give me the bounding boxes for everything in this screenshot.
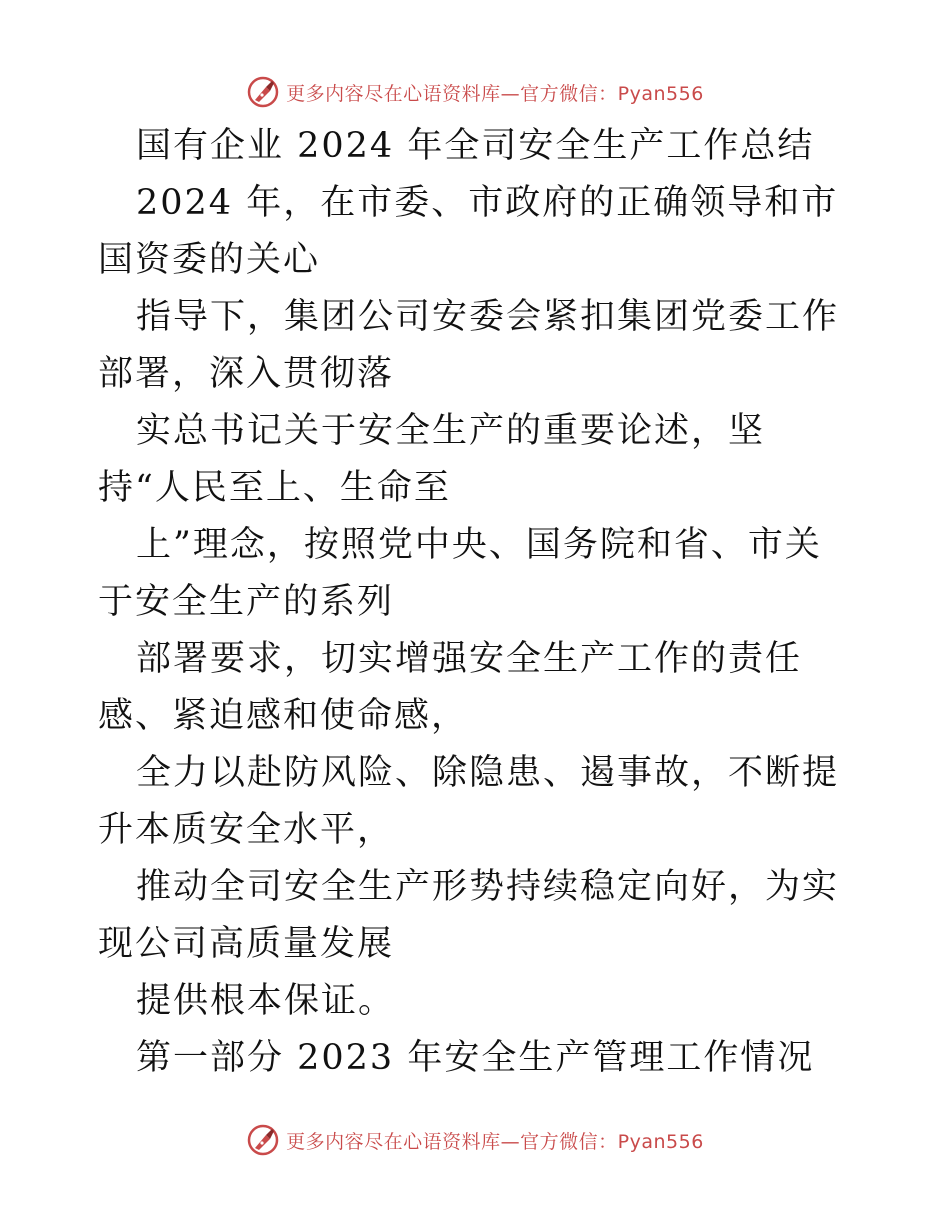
section-heading: 第一部分 2023 年安全生产管理工作情况 xyxy=(136,1038,815,1078)
pen-nib-logo-icon xyxy=(246,75,280,109)
paragraph: 实总书记关于安全生产的重要论述，坚持“人民至上、生命至 xyxy=(98,411,766,508)
document-title: 国有企业 2024 年全司安全生产工作总结 xyxy=(136,126,815,166)
paragraph: 部署要求，切实增强安全生产工作的责任感、紧迫感和使命感， xyxy=(98,639,803,736)
pen-nib-logo-icon xyxy=(246,1123,280,1157)
paragraph: 2024 年，在市委、市政府的正确领导和市国资委的关心 xyxy=(98,183,839,280)
header-banner xyxy=(0,72,950,112)
paragraph: 提供根本保证。 xyxy=(136,981,396,1021)
footer-banner-text: 更多内容尽在心语资料库—官方微信：Pyan556 xyxy=(286,1130,704,1153)
document-body xyxy=(98,118,858,1087)
paragraph: 全力以赴防风险、除隐患、遏事故，不断提升本质安全水平， xyxy=(98,753,840,850)
paragraph: 指导下，集团公司安委会紧扣集团党委工作部署，深入贯彻落 xyxy=(98,297,840,394)
header-banner-text: 更多内容尽在心语资料库—官方微信：Pyan556 xyxy=(286,82,704,105)
paragraph: 上”理念，按照党中央、国务院和省、市关于安全生产的系列 xyxy=(98,525,822,622)
footer-banner xyxy=(0,1120,950,1160)
paragraph: 推动全司安全生产形势持续稳定向好，为实现公司高质量发展 xyxy=(98,867,840,964)
